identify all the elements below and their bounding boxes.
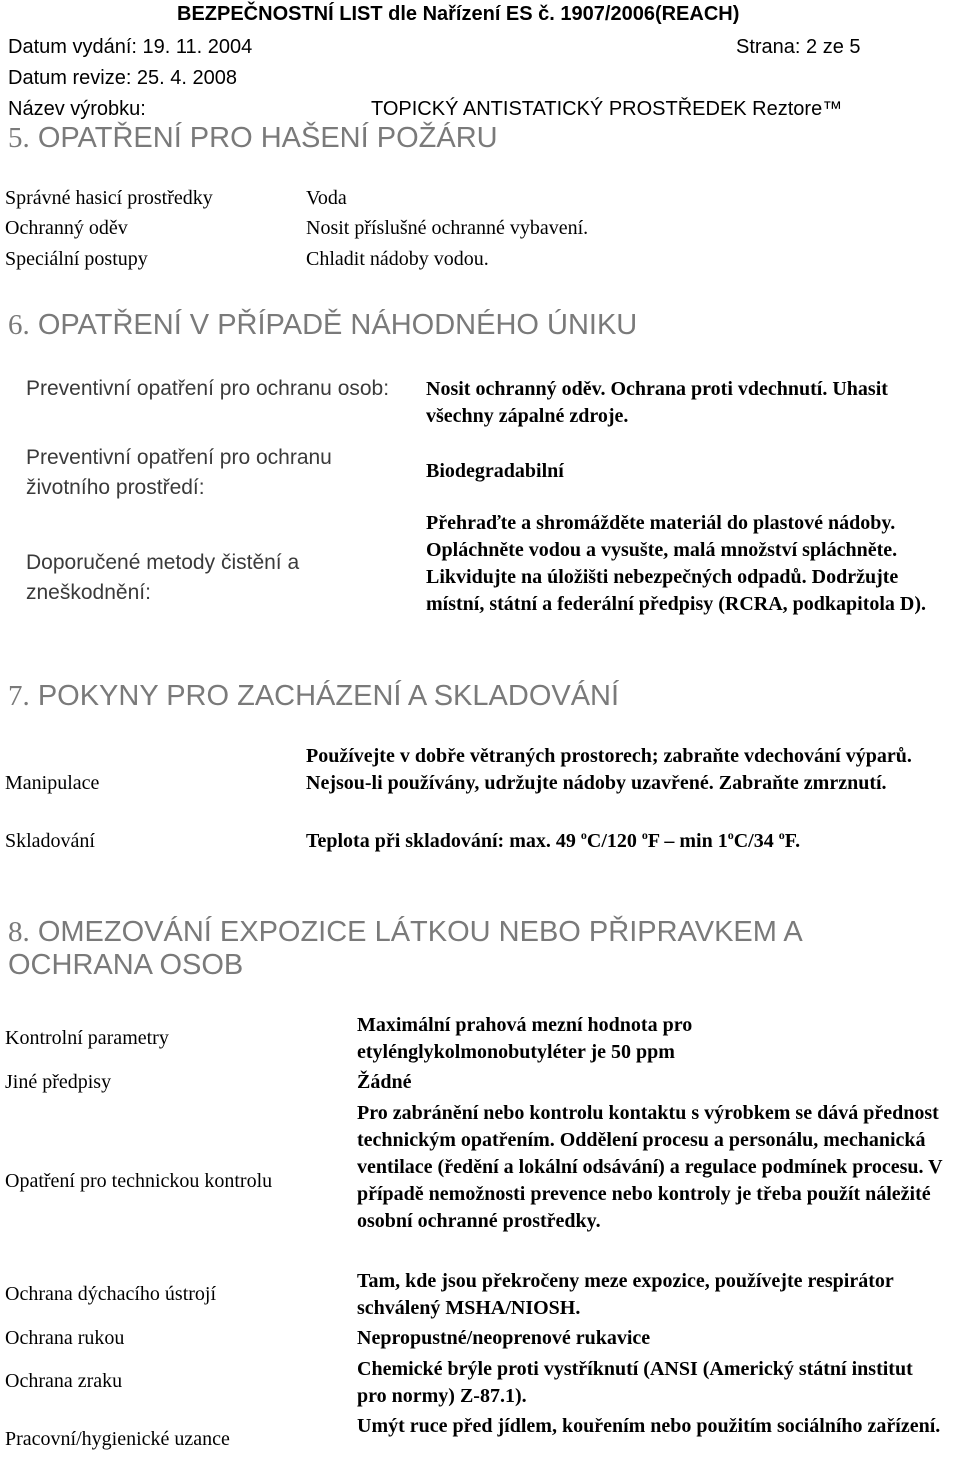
- section-6-title: OPATŘENÍ V PŘÍPADĚ NÁHODNÉHO ÚNIKU: [37, 309, 638, 341]
- section-5-number: 5.: [8, 122, 30, 154]
- handling-label: Manipulace: [5, 772, 100, 794]
- personal-precautions-value: Nosit ochranný oděv. Ochrana proti vdechnutí. Uhasit všechny zápalné zdroje.: [426, 378, 888, 427]
- section-6-number: 6.: [8, 309, 30, 341]
- environmental-precautions-value: Biodegradabilní: [426, 460, 564, 482]
- respiratory-protection-value: Tam, kde jsou překročeny meze expozice, používejte respirátor schválený MSHA/NIOSH.: [357, 1270, 894, 1319]
- special-procedures-label: Speciální postupy: [5, 248, 148, 270]
- engineering-controls-value: Pro zabránění nebo kontrolu kontaktu s výrobkem se dává přednost technickým opatřením. Oddělení procesu a personálu, mechanická ventilace (ředění a lokální odsávání) a regulace podmínek procesu. V případě nemožnosti prevence nebo kontroly je třeba použít náležité osobní ochranné prostředky.: [357, 1102, 943, 1232]
- respiratory-protection-label: Ochrana dýchacího ústrojí: [5, 1283, 217, 1305]
- storage-value: [306, 830, 800, 853]
- eye-protection-label: Ochrana zraku: [5, 1370, 123, 1392]
- hand-protection-value: Nepropustné/neoprenové rukavice: [357, 1327, 651, 1349]
- handling-value: Používejte v dobře větraných prostorech; zabraňte vdechování výparů. Nejsou-li používány, udržujte nádoby uzavřené. Zabraňte zmrznutí.: [306, 745, 912, 794]
- storage-text-1: Teplota při skladování: max. 49: [306, 830, 581, 852]
- degree-symbol: o: [641, 828, 648, 842]
- document-title: BEZPEČNOSTNÍ LIST dle Nařízení ES č. 1907/2006(REACH): [177, 3, 740, 25]
- storage-label: Skladování: [5, 830, 95, 852]
- control-parameters-label: Kontrolní parametry: [5, 1027, 169, 1049]
- storage-text-2: C/120: [586, 830, 642, 852]
- personal-precautions-label: Preventivní opatření pro ochranu osob:: [26, 377, 390, 400]
- protective-clothing-value: Nosit příslušné ochranné vybavení.: [306, 217, 589, 239]
- protective-clothing-label: Ochranný oděv: [5, 217, 128, 239]
- section-7-heading: [8, 680, 619, 713]
- cleanup-methods-label: Doporučené metody čistění a zneškodnění:: [26, 551, 300, 604]
- degree-symbol: o: [727, 828, 734, 842]
- storage-text-4: C/34: [733, 830, 779, 852]
- section-5-heading: [8, 122, 498, 155]
- degree-symbol: o: [778, 828, 785, 842]
- storage-text-5: F.: [784, 830, 801, 852]
- hygiene-practices-label: Pracovní/hygienické uzance: [5, 1428, 230, 1450]
- section-5-title: OPATŘENÍ PRO HAŠENÍ POŽÁRU: [37, 122, 498, 154]
- fire-media-label: Správné hasicí prostředky: [5, 187, 213, 209]
- section-8-number: 8.: [8, 916, 30, 948]
- hygiene-practices-value: Umýt ruce před jídlem, kouřením nebo použitím sociálního zařízení.: [357, 1415, 941, 1437]
- special-procedures-value: Chladit nádoby vodou.: [306, 248, 489, 270]
- fire-media-value: Voda: [306, 187, 347, 209]
- storage-text-3: F – min 1: [647, 830, 728, 852]
- degree-symbol: o: [580, 828, 587, 842]
- section-8-title: OMEZOVÁNÍ EXPOZICE LÁTKOU NEBO PŘIPRAVKEM A OCHRANA OSOB: [8, 916, 802, 981]
- section-7-number: 7.: [8, 680, 30, 712]
- revision-date: Datum revize: 25. 4. 2008: [8, 67, 238, 89]
- other-regulations-value: Žádné: [357, 1071, 412, 1093]
- cleanup-methods-value: Přehraďte a shromážděte materiál do plastové nádoby. Opláchněte vodou a vysušte, malá množství spláchněte. Likvidujte na úložišti nebezpečných odpadů. Dodržujte místní, státní a federální předpisy (RCRA, podkapitola D).: [426, 512, 927, 615]
- section-6-heading: [8, 309, 637, 342]
- section-7-title: POKYNY PRO ZACHÁZENÍ A SKLADOVÁNÍ: [37, 680, 620, 712]
- eye-protection-value: Chemické brýle proti vystříknutí (ANSI (Americký státní institut pro normy) Z-87.1).: [357, 1358, 913, 1407]
- control-parameters-value: Maximální prahová mezní hodnota pro etylénglykolmonobutyléter je 50 ppm: [357, 1014, 693, 1063]
- hand-protection-label: Ochrana rukou: [5, 1327, 125, 1349]
- other-regulations-label: Jiné předpisy: [5, 1071, 112, 1093]
- product-name: TOPICKÝ ANTISTATICKÝ PROSTŘEDEK Reztore™: [371, 98, 843, 120]
- section-8-heading: [8, 916, 948, 982]
- issue-date: Datum vydání: 19. 11. 2004: [8, 36, 253, 58]
- engineering-controls-label: Opatření pro technickou kontrolu: [5, 1170, 273, 1192]
- page-number: Strana: 2 ze 5: [736, 36, 861, 58]
- product-label: Název výrobku:: [8, 98, 146, 120]
- environmental-precautions-label: Preventivní opatření pro ochranu životního prostředí:: [26, 446, 332, 499]
